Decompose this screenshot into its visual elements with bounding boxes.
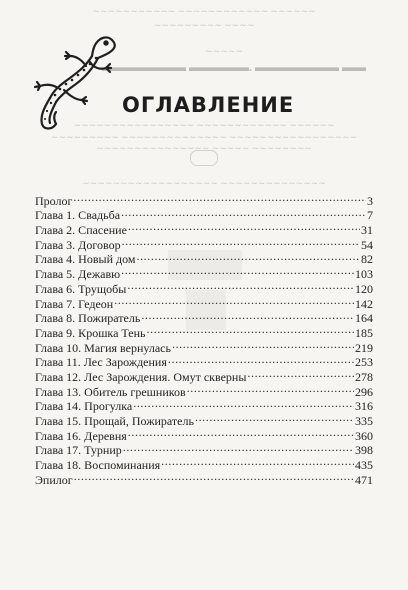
toc-entry-title: Пролог (35, 193, 73, 208)
toc-entry-title: Глава 1. Свадьба (35, 208, 121, 223)
toc-entry-page-number: 253 (355, 355, 373, 370)
toc-entry-title: Глава 17. Турнир (35, 443, 122, 458)
toc-entry-title: Глава 18. Воспоминания (35, 458, 161, 473)
toc-entry-page-number: 219 (355, 340, 373, 355)
toc-leader-dots (122, 234, 360, 249)
toc-entry-page-number: 360 (355, 428, 373, 443)
toc-entry-title: Глава 7. Гедеон (35, 296, 114, 311)
toc-entry-title: Глава 8. Пожиратель (35, 311, 141, 326)
gecko-illustration (20, 26, 126, 132)
toc-leader-dots (161, 454, 354, 469)
toc-entry-page-number: 103 (355, 267, 373, 282)
toc-entry-title: Глава 5. Дежавю (35, 267, 121, 282)
bleed-through-line: ∼∼∼∼∼∼∼∼∼∼∼∼∼∼∼∼ ∼∼∼∼∼∼∼∼∼∼∼∼ ∼∼∼∼∼∼ (73, 120, 335, 130)
toc-leader-dots (73, 190, 366, 205)
toc-entry-title: Глава 16. Деревня (35, 428, 127, 443)
toc-leader-dots (74, 469, 354, 484)
bleed-through-line: ∼∼∼∼∼∼∼∼∼∼∼∼∼∼∼ ∼∼∼∼∼ ∼∼∼∼∼∼∼∼ (96, 143, 312, 153)
toc-entry-title: Эпилог (35, 472, 73, 487)
toc-leader-dots (127, 278, 354, 293)
toc-entry-page-number: 164 (355, 311, 373, 326)
toc-entry-title: Глава 6. Трущобы (35, 281, 127, 296)
toc-entry-title: Глава 2. Спасение (35, 223, 127, 238)
toc-leader-dots (128, 219, 360, 234)
bleed-through-line: ∼∼∼∼∼∼∼∼∼∼∼∼∼∼∼∼∼∼ ∼∼∼∼∼∼∼∼∼∼∼∼∼∼ (82, 178, 326, 188)
toc-entry-page-number: 7 (367, 208, 373, 223)
toc-entry-page-number: 185 (355, 325, 373, 340)
toc-entry-title: Глава 3. Договор (35, 237, 121, 252)
bleed-through-line: ∼∼∼∼∼∼∼∼∼ ∼∼∼∼ (153, 20, 255, 30)
toc-entry-title: Глава 13. Обитель грешников (35, 384, 186, 399)
toc-leader-dots (141, 308, 354, 323)
toc-leader-dots (121, 205, 366, 220)
toc-entry-title: Глава 4. Новый дом (35, 252, 136, 267)
toc-leader-dots (121, 263, 354, 278)
bleed-through-line: ∼∼∼∼∼ (205, 46, 243, 56)
toc-entry-page-number: 435 (355, 458, 373, 473)
toc-entry-page-number: 82 (361, 252, 373, 267)
toc-leader-dots (136, 249, 360, 264)
toc-entry-page-number: 278 (355, 369, 373, 384)
toc-entry-page-number: 142 (355, 296, 373, 311)
toc-entry-page-number: 3 (367, 193, 373, 208)
toc-entry (35, 205, 373, 223)
toc-leader-dots (133, 396, 354, 411)
toc-entry-page-number: 54 (361, 237, 373, 252)
toc-leader-dots (247, 366, 354, 381)
toc-leader-dots (172, 337, 354, 352)
toc-leader-dots (123, 440, 354, 455)
toc-entry (35, 190, 373, 208)
toc-leader-dots (195, 410, 354, 425)
toc-entry (35, 469, 373, 487)
bleed-through-emblem (190, 150, 218, 166)
toc-entry-page-number: 471 (355, 472, 373, 487)
bleed-through-line: ∼∼∼∼∼∼∼∼∼∼∼ ∼∼∼∼∼∼∼∼∼∼∼∼ ∼∼∼∼∼∼ (92, 6, 316, 16)
toc-entry-title: Глава 14. Прогулка (35, 399, 133, 414)
toc-entry-page-number: 398 (355, 443, 373, 458)
toc-entry-page-number: 120 (355, 281, 373, 296)
toc-entry-title: Глава 11. Лес Зарождения (35, 355, 167, 370)
toc-entry-page-number: 335 (355, 414, 373, 428)
toc-entry-page-number: 316 (355, 399, 373, 414)
toc-entry-title: Глава 12. Лес Зарождения. Омут скверны (35, 369, 247, 384)
toc-leader-dots (187, 381, 354, 396)
page-title: ОГЛАВЛЕНИЕ (122, 93, 295, 117)
toc-entry-title: Глава 10. Магия вернулась (35, 340, 171, 355)
bleed-through-title: ▬▬▬▬▬▬▬ ▬▬▬▬▬. ▬▬▬▬▬▬▬ ▬▬ (102, 60, 366, 74)
toc-leader-dots (147, 322, 355, 337)
toc-leader-dots (128, 425, 354, 440)
toc-leader-dots (114, 293, 354, 308)
table-of-contents (35, 190, 373, 487)
toc-leader-dots (168, 352, 354, 367)
toc-entry-page-number: 31 (361, 223, 373, 238)
toc-entry-title: Глава 15. Прощай, Пожиратель (35, 414, 194, 428)
toc-entry-page-number: 296 (355, 384, 373, 399)
toc-entry-title: Глава 9. Крошка Тень (35, 325, 146, 340)
bleed-through-line: ∼∼∼∼∼∼∼∼∼ ∼∼∼∼∼∼∼∼∼∼∼∼∼∼ ∼∼∼∼∼∼∼∼∼∼∼∼∼∼∼∼∼ (50, 132, 358, 142)
